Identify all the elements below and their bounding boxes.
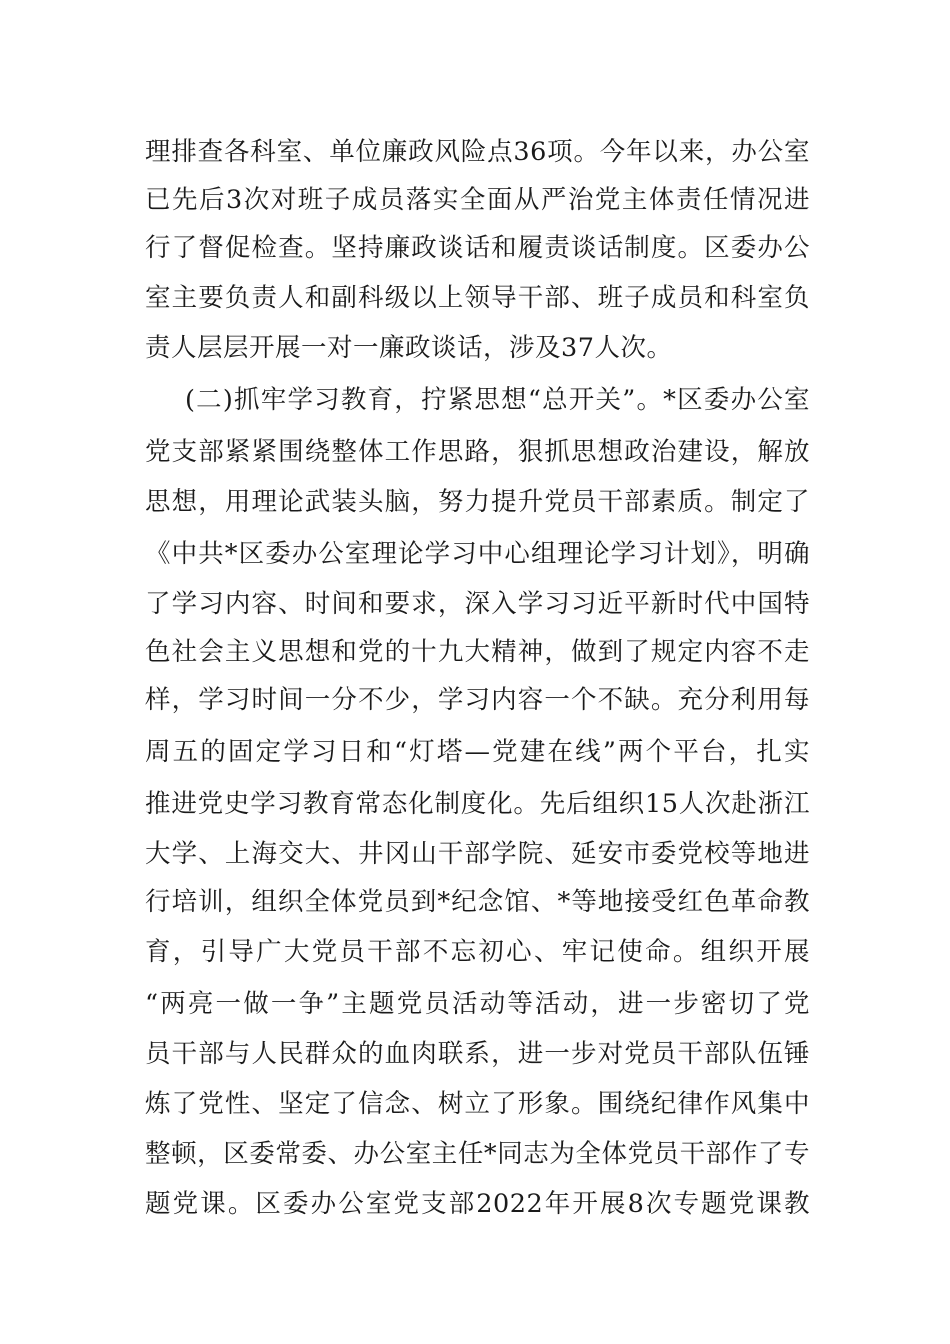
text-line-18: “两亮一做一争”主题党员活动等活动，进一步密切了党 (145, 989, 810, 1019)
text-line-13: 周五的固定学习日和“灯塔—党建在线”两个平台，扎实 (145, 737, 810, 767)
text-line-21: 整顿，区委常委、办公室主任*同志为全体党员干部作了专 (145, 1139, 810, 1169)
text-line-22: 题党课。区委办公室党支部2022年开展8次专题党课教 (145, 1189, 810, 1219)
text-line-14: 推进党史学习教育常态化制度化。先后组织15人次赴浙江 (145, 789, 810, 819)
text-line-16: 行培训，组织全体党员到*纪念馆、*等地接受红色革命教 (145, 887, 810, 917)
text-line-10: 了学习内容、时间和要求，深入学习习近平新时代中国特 (145, 589, 810, 619)
text-line-5: 责人层层开展一对一廉政谈话，涉及37人次。 (145, 333, 673, 363)
text-line-8: 思想，用理论武装头脑，努力提升党员干部素质。制定了 (145, 487, 810, 517)
text-line-15: 大学、上海交大、井冈山干部学院、延安市委党校等地进 (145, 839, 810, 869)
text-line-3: 行了督促检查。坚持廉政谈话和履责谈话制度。区委办公 (145, 233, 810, 263)
text-line-11: 色社会主义思想和党的十九大精神，做到了规定内容不走 (145, 637, 810, 667)
text-line-2: 已先后3次对班子成员落实全面从严治党主体责任情况进 (145, 185, 810, 215)
text-line-17: 育，引导广大党员干部不忘初心、牢记使命。组织开展 (145, 937, 810, 967)
text-line-4: 室主要负责人和副科级以上领导干部、班子成员和科室负 (145, 283, 810, 313)
text-line-9: 《中共*区委办公室理论学习中心组理论学习计划》，明确 (145, 539, 810, 569)
text-line-1: 理排查各科室、单位廉政风险点36项。今年以来，办公室 (145, 137, 810, 167)
text-line-6: (二)抓牢学习教育，拧紧思想“总开关”。*区委办公室 (185, 385, 810, 415)
text-line-12: 样，学习时间一分不少，学习内容一个不缺。充分利用每 (145, 685, 810, 715)
text-line-20: 炼了党性、坚定了信念、树立了形象。围绕纪律作风集中 (145, 1089, 810, 1119)
text-line-7: 党支部紧紧围绕整体工作思路，狠抓思想政治建设，解放 (145, 437, 810, 467)
text-line-19: 员干部与人民群众的血肉联系，进一步对党员干部队伍锤 (145, 1039, 810, 1069)
